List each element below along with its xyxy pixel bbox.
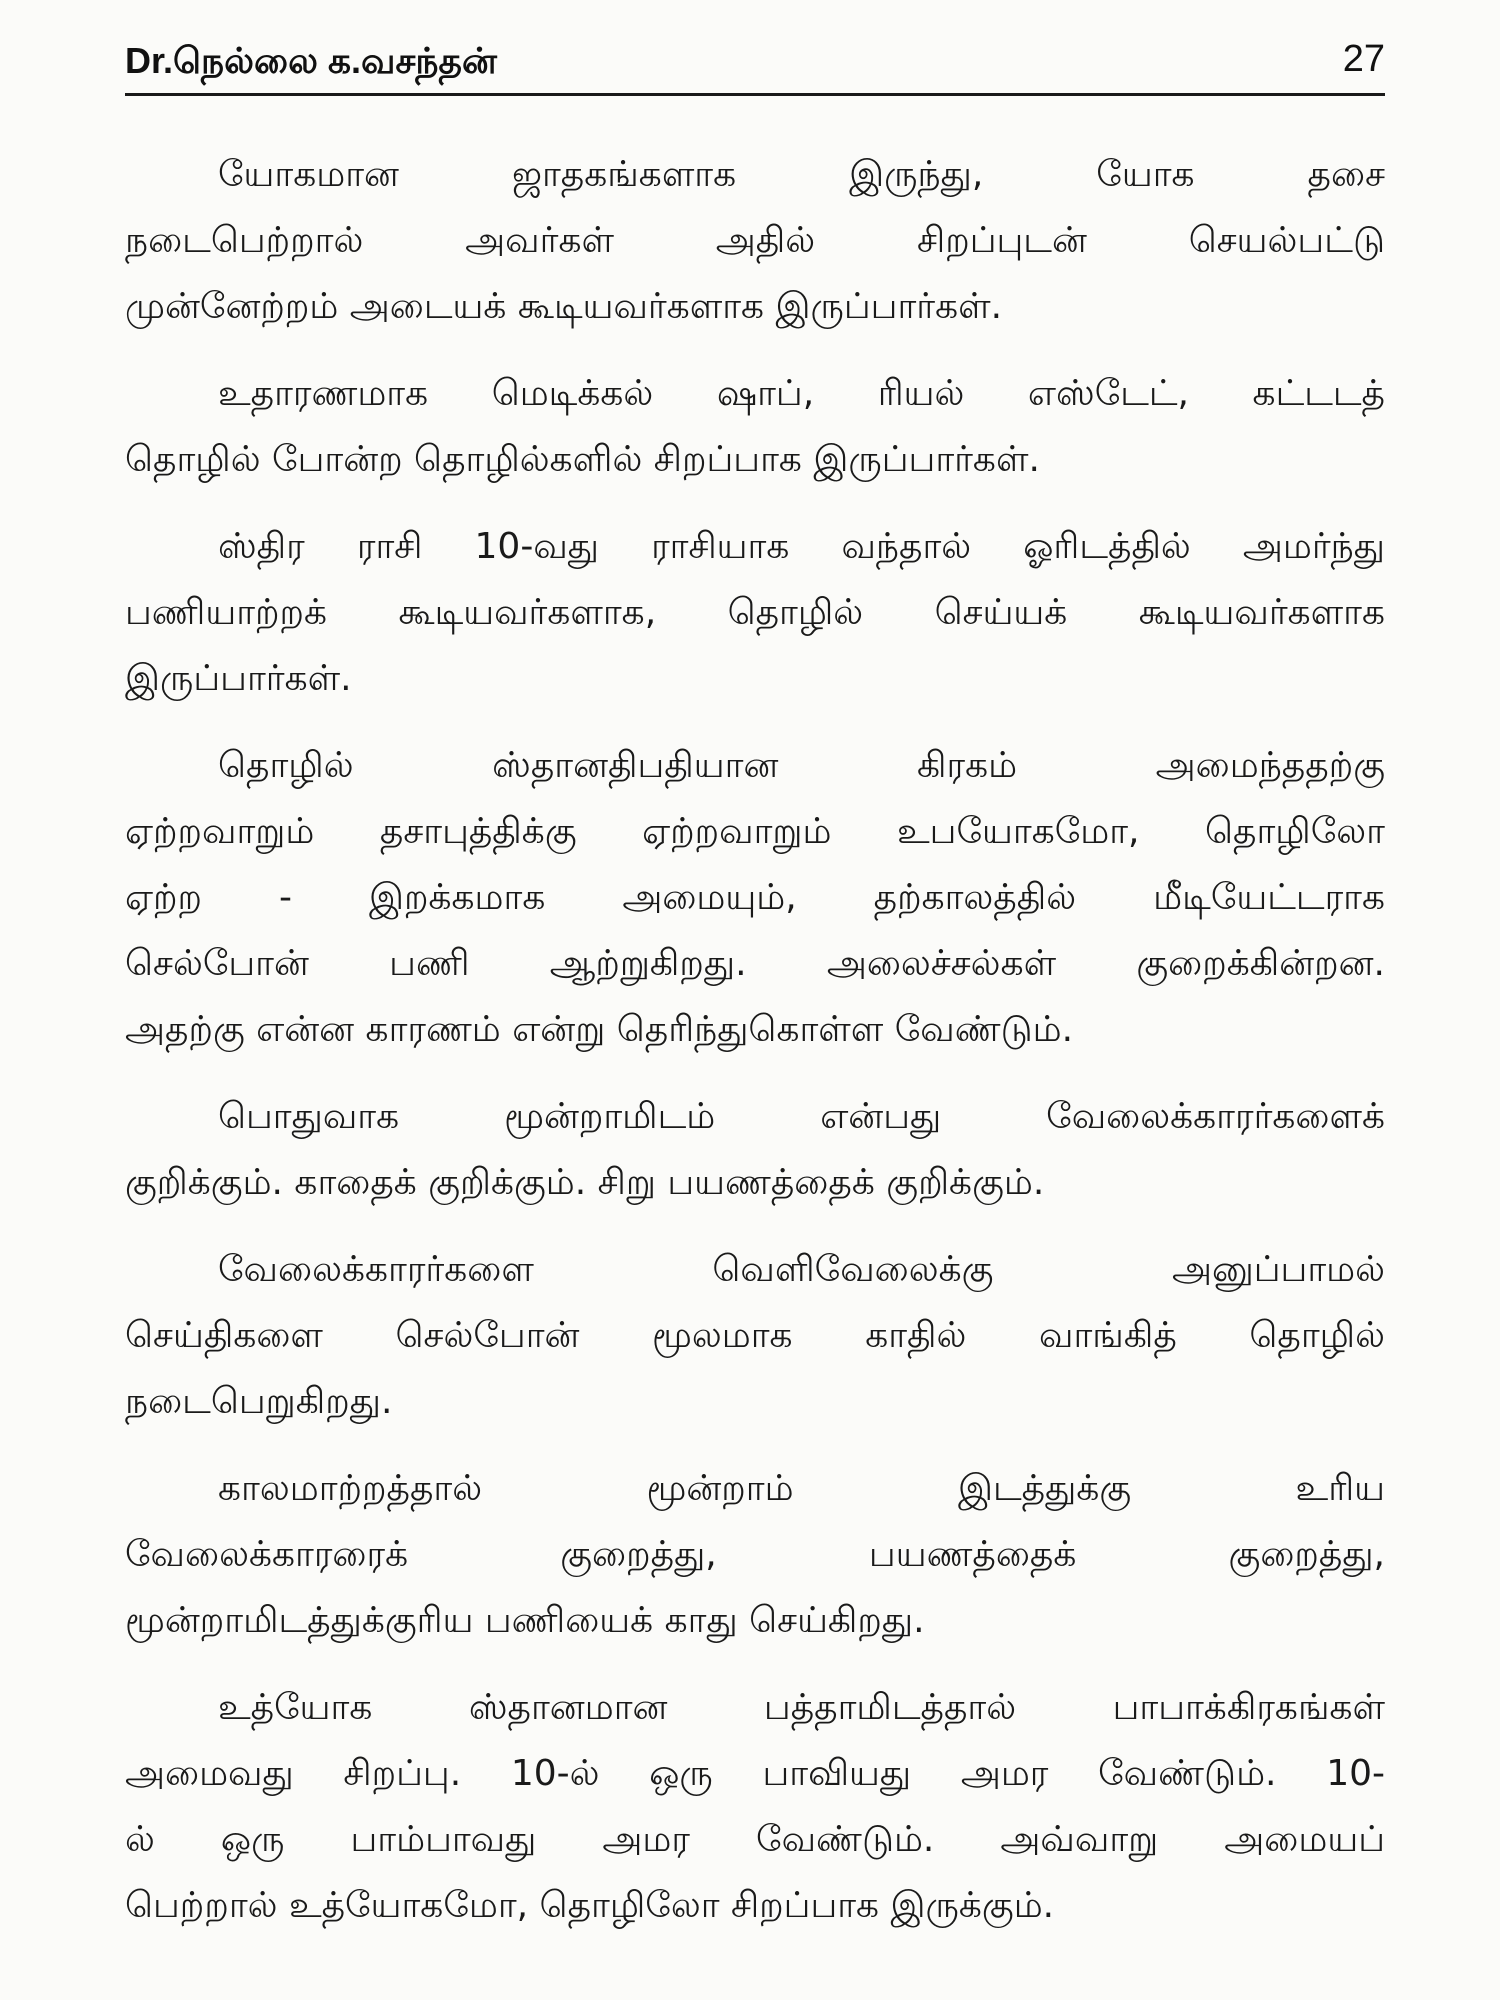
text-line: யோகமான ஜாதகங்களாக இருந்து, யோக தசை: [218, 154, 1385, 195]
text-line: இருப்பார்கள்.: [125, 658, 352, 699]
text-line: உதாரணமாக மெடிக்கல் ஷாப், ரியல் எஸ்டேட், கட்டடத்: [218, 373, 1385, 414]
text-line: பொதுவாக மூன்றாமிடம் என்பது வேலைக்காரர்களைக்: [218, 1096, 1385, 1137]
text-line: அமைவது சிறப்பு. 10-ல் ஒரு பாவியது அமர வேண்டும். 10-: [125, 1753, 1385, 1794]
text-line: ஏற்றவாறும் தசாபுத்திக்கு ஏற்றவாறும் உபயோகமோ, தொழிலோ: [125, 811, 1385, 852]
paragraph-1: [125, 142, 1385, 340]
paragraph-8: [125, 1675, 1385, 1939]
paragraph-6: [125, 1237, 1385, 1435]
text-line: வேலைக்காரர்களை வெளிவேலைக்கு அனுப்பாமல்: [218, 1249, 1385, 1290]
body-text: [125, 142, 1385, 1960]
text-line: தொழில் போன்ற தொழில்களில் சிறப்பாக இருப்பார்கள்.: [125, 439, 1040, 480]
text-line: ல் ஒரு பாம்பாவது அமர வேண்டும். அவ்வாறு அமையப்: [125, 1819, 1385, 1860]
text-line: நடைபெறுகிறது.: [125, 1381, 393, 1422]
text-line: பணியாற்றக் கூடியவர்களாக, தொழில் செய்யக் கூடியவர்களாக: [125, 592, 1385, 633]
text-line: மூன்றாமிடத்துக்குரிய பணியைக் காது செய்கிறது.: [125, 1600, 925, 1641]
text-line: காலமாற்றத்தால் மூன்றாம் இடத்துக்கு உரிய: [218, 1468, 1385, 1509]
paragraph-5: [125, 1084, 1385, 1216]
text-line: செய்திகளை செல்போன் மூலமாக காதில் வாங்கித் தொழில்: [125, 1315, 1385, 1356]
header-author: Dr.நெல்லை க.வசந்தன்: [125, 40, 497, 81]
paragraph-2: [125, 361, 1385, 493]
text-line: குறிக்கும். காதைக் குறிக்கும். சிறு பயணத்தைக் குறிக்கும்.: [125, 1162, 1045, 1203]
text-line: ஏற்ற - இறக்கமாக அமையும், தற்காலத்தில் மீடியேட்டராக: [125, 877, 1385, 918]
text-line: முன்னேற்றம் அடையக் கூடியவர்களாக இருப்பார்கள்.: [125, 286, 1003, 327]
paragraph-3: [125, 514, 1385, 712]
text-line: அதற்கு என்ன காரணம் என்று தெரிந்துகொள்ள வேண்டும்.: [125, 1009, 1074, 1050]
header-rule: [125, 93, 1385, 96]
text-line: உத்யோக ஸ்தானமான பத்தாமிடத்தால் பாபாக்கிரகங்கள்: [218, 1687, 1385, 1728]
paragraph-4: [125, 733, 1385, 1063]
running-header: [125, 32, 1385, 92]
text-line: நடைபெற்றால் அவர்கள் அதில் சிறப்புடன் செயல்பட்டு: [125, 220, 1385, 261]
text-line: ஸ்திர ராசி 10-வது ராசியாக வந்தால் ஓரிடத்தில் அமர்ந்து: [218, 526, 1385, 567]
text-line: வேலைக்காரரைக் குறைத்து, பயணத்தைக் குறைத்து,: [125, 1534, 1385, 1575]
paragraph-7: [125, 1456, 1385, 1654]
text-line: தொழில் ஸ்தானதிபதியான கிரகம் அமைந்ததற்கு: [218, 745, 1385, 786]
page-number: 27: [1342, 38, 1385, 80]
text-line: செல்போன் பணி ஆற்றுகிறது. அலைச்சல்கள் குறைக்கின்றன.: [125, 943, 1385, 984]
text-line: பெற்றால் உத்யோகமோ, தொழிலோ சிறப்பாக இருக்கும்.: [125, 1885, 1055, 1926]
